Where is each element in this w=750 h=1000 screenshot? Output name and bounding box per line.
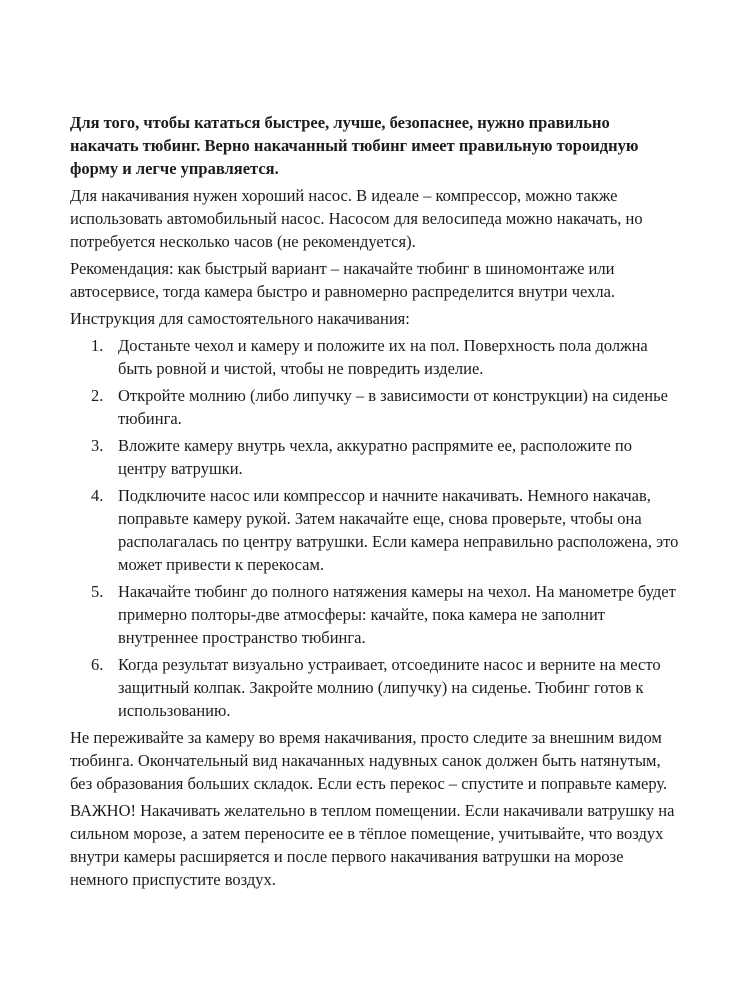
list-item-text: Достаньте чехол и камеру и положите их на пол. Поверхность пола должна быть ровной и чистой, чтобы не повредить изделие. (118, 336, 648, 378)
pump-paragraph: Для накачивания нужен хороший насос. В идеале – компрессор, можно также использовать автомобильный насос. Насосом для велосипеда можно накачать, но потребуется несколько часов (не рекомендуется). (70, 186, 643, 251)
list-item-text: Когда результат визуально устраивает, отсоедините насос и верните на место защитный колпак. Закройте молнию (липучку) на сиденье. Тюбинг готов к использованию. (118, 655, 661, 720)
list-item-text: Накачайте тюбинг до полного натяжения камеры на чехол. На манометре будет примерно полторы-две атмосферы: качайте, пока камера не заполнит внутреннее пространство тюбинга. (118, 582, 676, 647)
list-item-number: 4. (91, 486, 104, 505)
list-item (70, 384, 682, 430)
important-paragraph: ВАЖНО! Накачивать желательно в теплом помещении. Если накачивали ватрушку на сильном морозе, а затем переносите ее в тёплое помещение, учитывайте, что воздух внутри камеры расширяется и после первого накачивания ватрушки на морозе немного приспустите воздух. (70, 801, 675, 889)
instruction-list (70, 334, 682, 722)
intro-paragraph: Для того, чтобы кататься быстрее, лучше, безопаснее, нужно правильно накачать тюбинг. Верно накачанный тюбинг имеет правильную тороидную форму и легче управляется. (70, 113, 639, 178)
list-item-number: 1. (91, 336, 104, 355)
list-item (70, 653, 682, 722)
recommendation-paragraph: Рекомендация: как быстрый вариант – накачайте тюбинг в шиномонтаже или автосервисе, тогда камера быстро и равномерно распределится внутри чехла. (70, 259, 616, 301)
list-item-text: Вложите камеру внутрь чехла, аккуратно распрямите ее, расположите по центру ватрушки. (118, 436, 633, 478)
list-item (70, 484, 682, 576)
list-item-number: 5. (91, 582, 104, 601)
list-item-text: Подключите насос или компрессор и начните накачивать. Немного накачав, поправьте камеру рукой. Затем накачайте еще, снова проверьте, чтобы она располагалась по центру ватрушки. Если камера неправильно расположена, это может привести к перекосам. (118, 486, 679, 574)
list-intro: Инструкция для самостоятельного накачивания: (70, 309, 410, 328)
list-item-number: 6. (91, 655, 104, 674)
list-item-number: 3. (91, 436, 104, 455)
list-item (70, 434, 682, 480)
appearance-paragraph: Не переживайте за камеру во время накачивания, просто следите за внешним видом тюбинга. Окончательный вид накачанных надувных санок должен быть натянутым, без образования больших складок. Если есть перекос – спустите и поправьте камеру. (70, 728, 668, 793)
list-item (70, 334, 682, 380)
list-item (70, 580, 682, 649)
list-item-text: Откройте молнию (либо липучку – в зависимости от конструкции) на сиденье тюбинга. (118, 386, 668, 428)
list-item-number: 2. (91, 386, 104, 405)
